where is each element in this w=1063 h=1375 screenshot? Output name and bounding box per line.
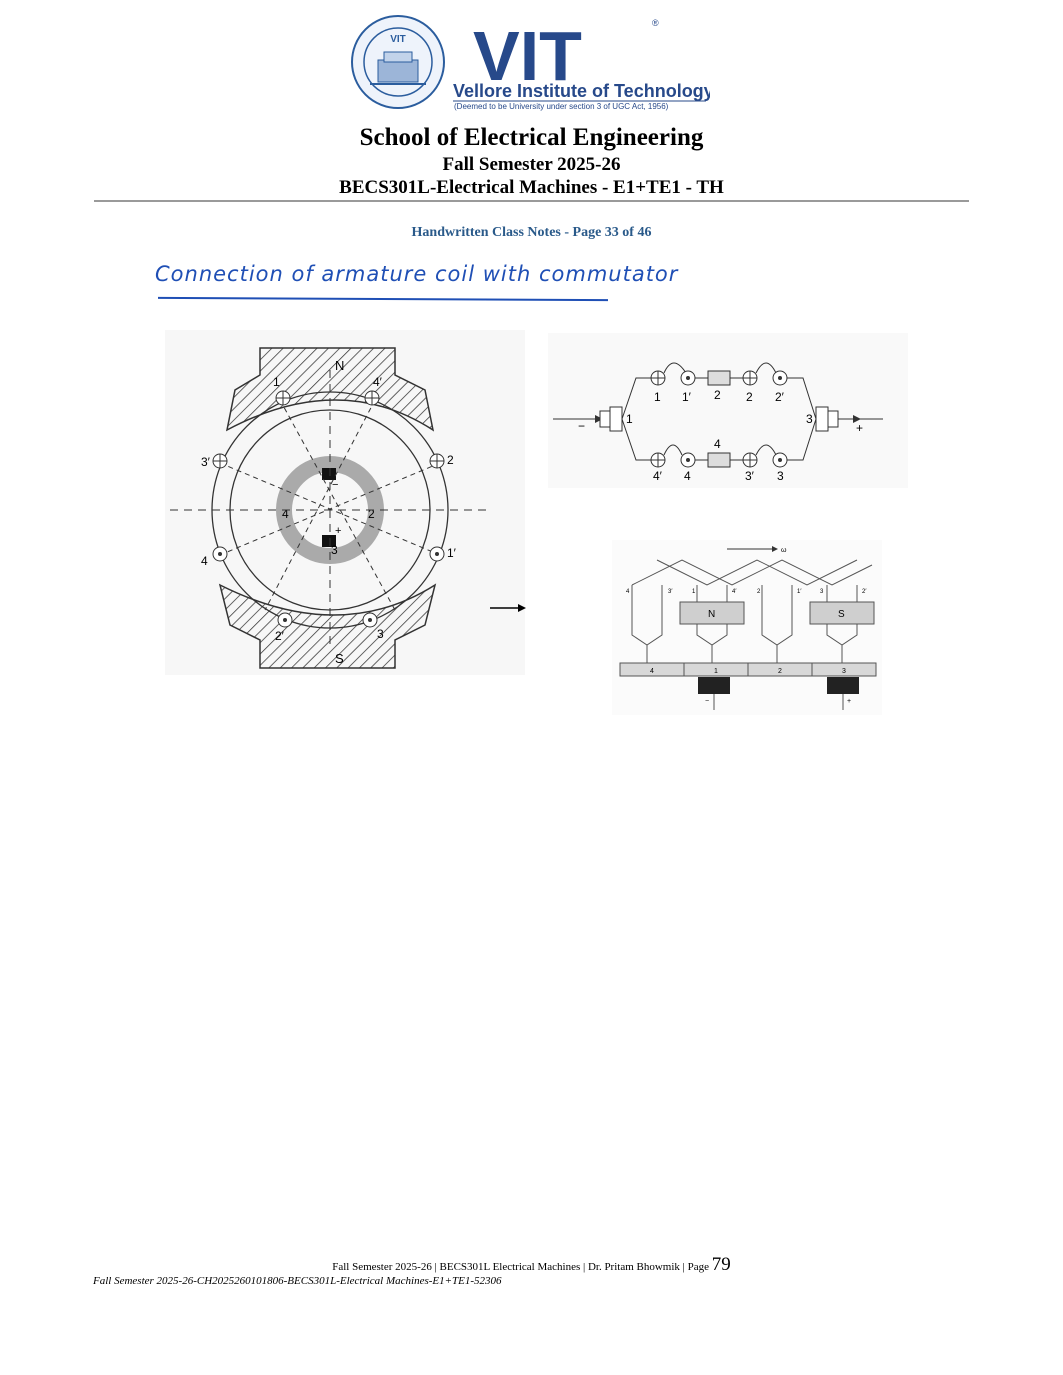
- brush-plus-sign: +: [847, 698, 852, 705]
- conductor-1: [276, 391, 290, 405]
- segment-3-label: 3: [331, 543, 338, 557]
- institute-name: Vellore Institute of Technology: [453, 81, 710, 101]
- page-footer: [0, 1254, 1063, 1276]
- lower-label-3: 3: [777, 469, 784, 483]
- developed-winding-figure: [612, 540, 882, 720]
- pole-s-label: S: [335, 651, 344, 666]
- winding-label-3: 3: [820, 589, 824, 595]
- conductor-1prime: [430, 547, 444, 561]
- strip-segment-4: 4: [650, 668, 654, 675]
- header-divider: [94, 200, 969, 202]
- conductor-4prime-label: 4′: [373, 375, 382, 389]
- upper-label-1: 1: [654, 390, 661, 404]
- winding-label-2: 2: [757, 589, 761, 595]
- minus-terminal-label: −: [578, 419, 586, 433]
- notes-page-label: Handwritten Class Notes - Page 33 of 46: [411, 225, 652, 240]
- brush-plus-label: +: [335, 525, 342, 537]
- conductor-3-label: 3: [377, 627, 384, 641]
- upper-label-2prime: 2′: [775, 390, 784, 404]
- semester-title: Fall Semester 2025-26: [442, 154, 621, 175]
- brush-minus-sign: −: [705, 698, 710, 705]
- conductor-2: [430, 454, 444, 468]
- brush-minus-block: [698, 677, 730, 694]
- lower-label-4-mid: 4: [714, 437, 721, 451]
- right-arrow-icon: [488, 600, 528, 616]
- motion-omega-label: ω: [781, 547, 787, 554]
- upper-label-2b: 2: [746, 390, 753, 404]
- footer-page-number: 79: [711, 1254, 731, 1275]
- conductor-2prime-label: 2′: [275, 629, 284, 643]
- conductor-1-label: 1: [273, 375, 280, 389]
- lower-label-4: 4: [684, 469, 691, 483]
- school-title: School of Electrical Engineering: [359, 124, 704, 151]
- pole-n-label: N: [335, 358, 345, 373]
- winding-label-4prime: 4′: [732, 589, 737, 595]
- winding-label-4: 4: [626, 589, 630, 595]
- emblem-text: VIT: [390, 34, 406, 45]
- registered-mark: ®: [652, 18, 659, 28]
- vit-emblem-icon: [350, 12, 710, 112]
- brand-text: VIT: [473, 17, 582, 95]
- lower-label-4prime: 4′: [653, 469, 662, 483]
- conductor-2prime: [278, 613, 292, 627]
- winding-label-2prime: 2′: [862, 589, 867, 595]
- handwritten-title: Connection of armature coil with commutator: [155, 262, 679, 286]
- strip-segment-2: 2: [778, 668, 782, 675]
- brush-minus-label: −: [332, 479, 339, 491]
- conductor-4: [213, 547, 227, 561]
- conductor-4-label: 4: [201, 554, 208, 568]
- upper-label-2a: 2: [714, 388, 721, 402]
- strip-segment-3: 3: [842, 668, 846, 675]
- pole-s-block-label: S: [838, 609, 845, 620]
- upper-label-1prime: 1′: [682, 390, 691, 404]
- segment-4-label: 4: [282, 507, 289, 521]
- winding-label-1prime: 1′: [797, 589, 802, 595]
- brush-plus-block: [827, 677, 859, 694]
- segment-2-label: 2: [368, 507, 375, 521]
- conductor-2-label: 2: [447, 453, 454, 467]
- conductor-3prime-label: 3′: [201, 455, 210, 469]
- brush-1-label: 1: [626, 412, 633, 426]
- conductor-1prime-label: 1′: [447, 546, 456, 560]
- armature-cross-section-figure: [165, 330, 525, 680]
- strip-segment-1: 1: [714, 668, 718, 675]
- pole-n-block-label: N: [708, 609, 716, 620]
- plus-terminal-label: +: [856, 421, 864, 435]
- winding-label-1: 1: [692, 589, 696, 595]
- course-title: BECS301L-Electrical Machines - E1+TE1 - TH: [339, 177, 724, 198]
- footer-text: Fall Semester 2025-26 | BECS301L Electrical Machines | Dr. Pritam Bhowmik | Page: [332, 1261, 710, 1273]
- conductor-3: [363, 613, 377, 627]
- conductor-4prime: [365, 391, 379, 405]
- brush-3-label: 3: [806, 412, 813, 426]
- deemed-text: (Deemed to be University under section 3 of UGC Act, 1956): [454, 102, 669, 111]
- vit-logo: [350, 12, 710, 112]
- winding-label-3prime: 3′: [668, 589, 673, 595]
- footer-id-line: Fall Semester 2025-26-CH2025260101806-BECS301L-Electrical Machines-E1+TE1-52306: [93, 1275, 502, 1287]
- parallel-path-circuit-figure: [548, 333, 908, 493]
- lower-label-3prime: 3′: [745, 469, 754, 483]
- conductor-3prime: [213, 454, 227, 468]
- handwritten-underline: [158, 297, 608, 301]
